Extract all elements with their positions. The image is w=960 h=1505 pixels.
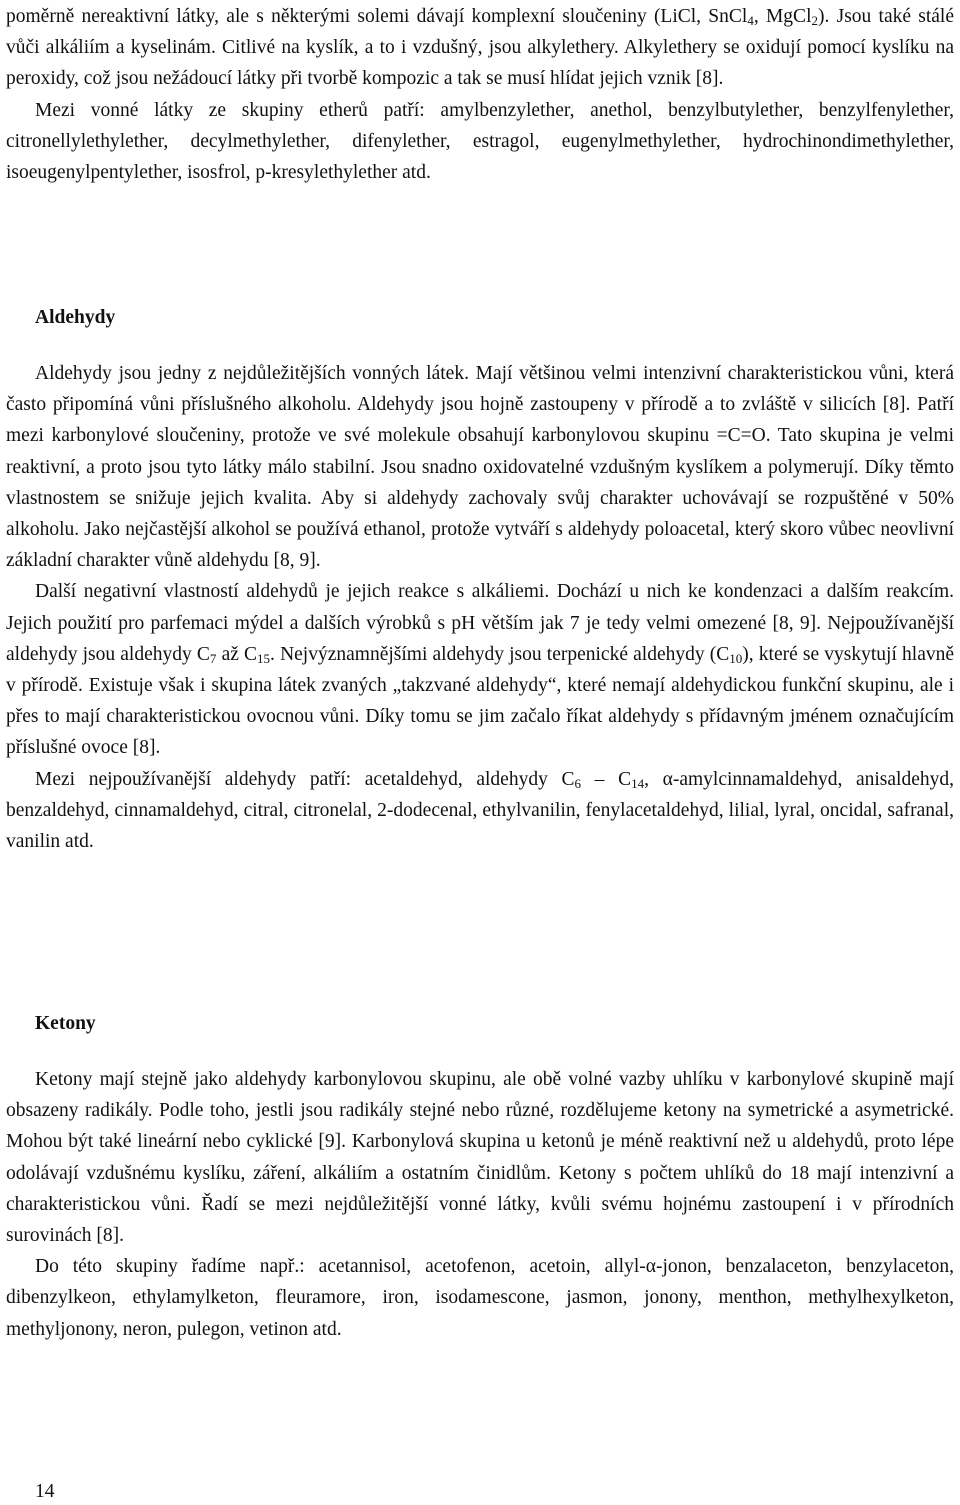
ketones-paragraph-2: Do této skupiny řadíme např.: acetannisol, acetofenon, acetoin, allyl-α-jonon, benzalaceton, benzylaceton, dibenzylkeon, ethylamylketon, fleuramore, iron, isodamescone, jasmon, jonony, menthon, methylhexylketon, methyljonony, neron, pulegon, vetinon atd. [6,1256,954,1340]
aldehydes-heading: Aldehydy [35,307,116,328]
aldehydes-section [6,358,954,857]
subscript: 14 [631,775,645,791]
page-number: 14 [35,1481,55,1502]
subscript: 6 [574,775,582,791]
text-run: – C [581,768,632,790]
ketones-heading: Ketony [35,1013,96,1034]
text-run: , MgCl [753,6,812,27]
subscript: 2 [811,13,818,28]
text-run: poměrně nereaktivní látky, ale s některými solemi dávají komplexní sloučeniny (LiCl, SnCl [6,6,748,27]
text-run: až C [216,643,258,665]
aldehydes-paragraph-3 [6,764,954,858]
ketones-section [6,1064,954,1345]
aldehydes-paragraph-2 [6,576,954,763]
aldehydes-paragraph-1: Aldehydy jsou jedny z nejdůležitějších vonných látek. Mají většinou velmi intenzivní charakteristickou vůni, která často připomíná vůni příslušného alkoholu. Aldehydy jsou hojně zastoupeny v přírodě a to zvláště v silicích [8]. Patří mezi karbonylové sloučeniny, protože ve své molekule obsahují karbonylovou skupinu =C=O. Tato skupina je velmi reaktivní, a proto jsou tyto látky málo stabilní. Jsou snadno oxidovatelné vzdušným kyslíkem a polymerují. Díky těmto vlastnostem se snižuje jejich kvalita. Aby si aldehydy zachovaly svůj charakter uchovávají se rozpuštěné v 50% alkoholu. Jako nejčastější alkohol se používá ethanol, protože vytváří s aldehydy poloacetal, který skoro vůbec neovlivní základní charakter vůně aldehydu [8, 9]. [6,363,954,572]
ethers-section [6,1,954,188]
subscript: 4 [747,13,754,28]
subscript: 10 [729,650,743,666]
text-run: ). Jsou také stálé vůči alkáliím a kyselinám. Citlivé na kyslík, a to i vzdušný, jsou alkylethery. Alkylethery se oxidují pomocí kyslíku na peroxidy, což jsou nežádoucí látky při tvorbě kompozic a tak se musí hlídat jejich vznik [8]. [6,6,954,90]
subscript: 7 [209,650,217,666]
text-run: Další negativní vlastností aldehydů je jejich reakce s alkáliemi. Dochází u nich ke kondenzaci a dalším reakcím. Jejich použití pro parfemaci mýdel a dalších výrobků s pH větším jak 7 je tedy velmi omezené [8, 9]. Nejpoužívanější aldehydy jsou aldehydy C [6,581,954,665]
subscript: 15 [257,650,271,666]
ethers-paragraph-1 [6,1,954,95]
ethers-paragraph-2: Mezi vonné látky ze skupiny etherů patří: amylbenzylether, anethol, benzylbutylether, benzylfenylether, citronellylethylether, decylmethylether, difenylether, estragol, eugenylmethylether, hydrochinondimethylether, isoeugenylpentylether, isosfrol, p-kresylethylether atd. [6,99,954,184]
ketones-paragraph-1: Ketony mají stejně jako aldehydy karbonylovou skupinu, ale obě volné vazby uhlíku v karbonylové skupině mají obsazeny radikály. Podle toho, jestli jsou radikály stejné nebo různé, rozdělujeme ketony na symetrické a asymetrické. Mohou být také lineární nebo cyklické [9]. Karbonylová skupina u ketonů je méně reaktivní než u aldehydů, proto lépe odolávají vzdušnému kyslíku, záření, alkáliím a ostatním činidlům. Ketony s počtem uhlíků do 18 mají intenzivní a charakteristickou vůni. Řadí se mezi nejdůležitější vonné látky, kvůli svému hojnému zastoupení i v přírodních surovinách [8]. [6,1069,954,1247]
text-run: ), které se vyskytují hlavně v přírodě. Existuje však i skupina látek zvaných „takzvané aldehydy“, které nemají aldehydickou funkční skupinu, ale i přes to mají charakteristickou ovocnou vůni. Díky tomu se jim začalo říkat aldehydy s přídavným jménem označujícím příslušné ovoce [8]. [6,643,955,759]
text-run: , α-amylcinnamaldehyd, anisaldehyd, benzaldehyd, cinnamaldehyd, citral, citronelal, 2-dodecenal, ethylvanilin, fenylacetaldehyd, lilial, lyral, oncidal, safranal, vanilin atd. [6,768,955,853]
text-run: Mezi nejpoužívanější aldehydy patří: acetaldehyd, aldehydy C [35,768,575,790]
text-run: . Nejvýznamnějšími aldehydy jsou terpenické aldehydy (C [270,643,730,665]
